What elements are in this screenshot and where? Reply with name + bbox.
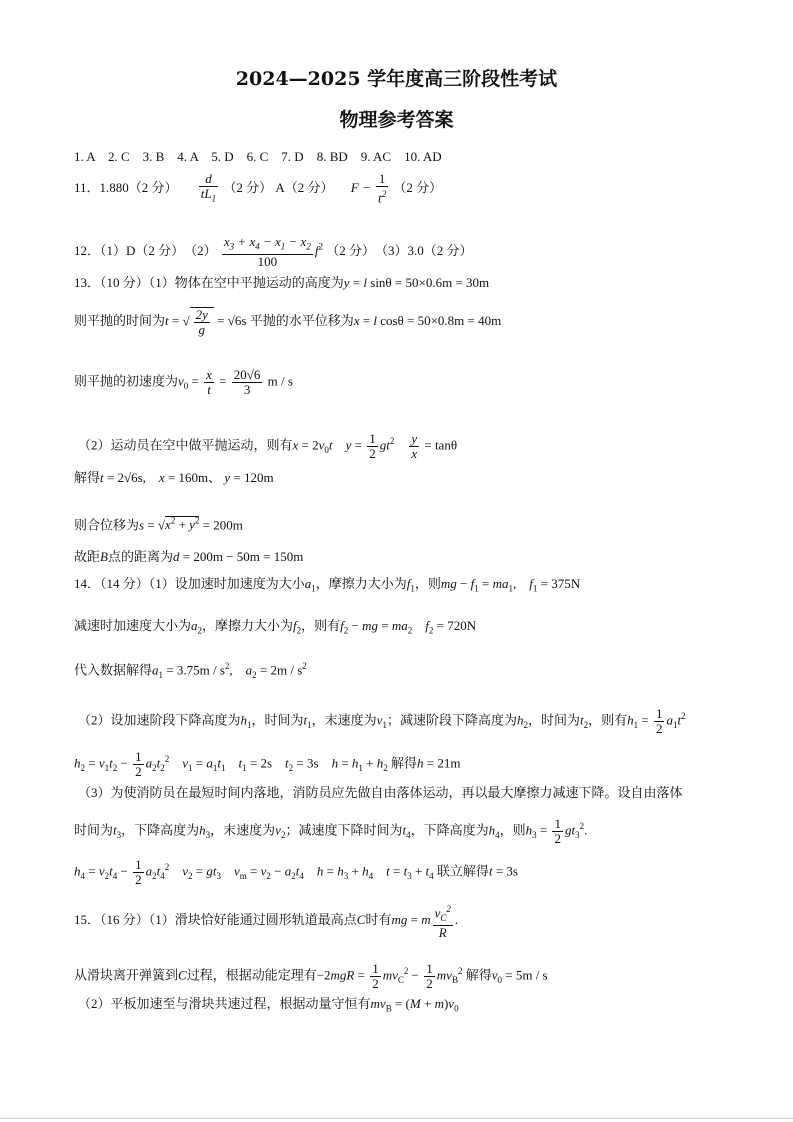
page-subtitle: 物理参考答案 <box>339 109 454 131</box>
mc-answers: 1. A 2. C 3. B 4. A 5. D 6. C 7. D 8. BD 9. AC 10. AD <box>74 149 442 164</box>
q14-line-7: 时间为$t_3$，下降高度为$h_3$，末速度为$v_2$；减速度下降时间为$t_4$，下降高度为$h_4$，则$h_3$ = $\frac{1}{2}$ $gt_3^2$. <box>74 816 588 846</box>
q14-line-3: 代入数据解得$a_1 = 3.75m / s^2$, $a_2 = 2m / s^2$ <box>74 661 307 680</box>
q13-line-7: 故距B点的距离为d = 200m − 50m = 150m <box>74 549 304 564</box>
q14-line-8: $h_4 = v_2t_4$ − $\frac{1}{2}$ $a_2t_4^2$ $v_2 = gt_3$ $v_m = v_2 - a_2t_4$ $h = h_3 + h_4$ $t = t_3 + t_4$ 联立解得t = 3s <box>74 857 518 887</box>
q13-line-3: 则平抛的初速度为$v_0$ = $\frac{x}{t}$ = $\frac{20√6}{3}$ m / s <box>74 367 293 397</box>
q13-line-2: 则平抛的时间为t = √ $\frac{2y}{g}$ = √6s 平抛的水平位移为x = l cosθ = 50×0.8m = 40m <box>74 307 502 337</box>
q15-line-2: 从滑块离开弹簧到C过程，根据动能定理有−2mgR = $\frac{1}{2}$ $mv_C^2$ − $\frac{1}{2}$ $mv_B^2$ 解得$v_0 = 5m / s$ <box>74 961 548 991</box>
q13-line-1: 13．（10 分）（1）物体在空中平抛运动的高度为y = l sinθ = 50×0.6m = 30m <box>74 275 490 290</box>
q13-line-6: 则合位移为$s = √x^2 + y^2 = 200m$ <box>74 516 243 533</box>
q13-line-5: 解得t = 2√6s, x = 160m、 y = 120m <box>74 470 274 485</box>
q14-line-6: （3）为使消防员在最短时间内落地，消防员应先做自由落体运动，再以最大摩擦力减速下降。设自由落体 <box>78 785 683 800</box>
q11-fraction: $\frac{d}{tL_1}$ <box>200 171 217 204</box>
page-bottom-divider <box>0 1118 793 1119</box>
q13-line-4: （2）运动员在空中做平抛运动，则有$x = 2v_0t$ y = $\frac{1}{2}$ $gt^2$ $\frac{y}{x}$ = tanθ <box>78 431 458 461</box>
q14-line-5: $h_2 = v_1t_2$ − $\frac{1}{2}$ $a_2t_2^2$ $v_1 = a_1t_1$ $t_1 = 2s$ $t_2 = 3s$ $h = h_1 + h_2$ 解得h = 21m <box>74 749 461 779</box>
q14-line-4: （2）设加速阶段下降高度为$h_1$，时间为$t_1$，末速度为$v_1$；减速阶段下降高度为$h_2$，时间为$t_2$，则有$h_1$ = $\frac{1}{2}$ $a_1t^2$ <box>78 706 686 736</box>
q15-line-3: （2）平板加速至与滑块共速过程，根据动量守恒有$mv_B = (M + m)v_0$ <box>78 996 459 1014</box>
q14-line-1: 14．（14 分）（1）设加速时加速度为大小$a_1$，摩擦力大小为$f_1$，则mg − $f_1 = ma_1$, $f_1 = 375N$ <box>74 576 581 594</box>
q11-graph-axes: F − <box>350 179 374 195</box>
q12-line: 12．（1）D（2 分） （2） $\frac{x_3 + x_4 - x_1 - x_2}{100}$ $f^2$ （2 分） （3）3.0（2 分） <box>74 234 473 269</box>
q12-formula: $\frac{x_3 + x_4 - x_1 - x_2}{100}$ <box>223 234 311 269</box>
q15-line-1: 15．（16 分）（1）滑块恰好能通过圆形轨道最高点C时有mg = m $\frac{v_C^2}{R}$ . <box>74 904 459 940</box>
page-title: 2024—2025 学年度高三阶段性考试 <box>235 68 558 90</box>
q14-line-2: 减速时加速度大小为$a_2$，摩擦力大小为$f_2$，则有$f_2$ − mg = $ma_2$ $f_2 = 720N$ <box>74 618 477 636</box>
q11-line: 11．1.880（2 分） $\frac{d}{tL_1}$ （2 分） A（2 分） F − $\frac{1}{t^2}$ （2 分） <box>74 171 443 206</box>
